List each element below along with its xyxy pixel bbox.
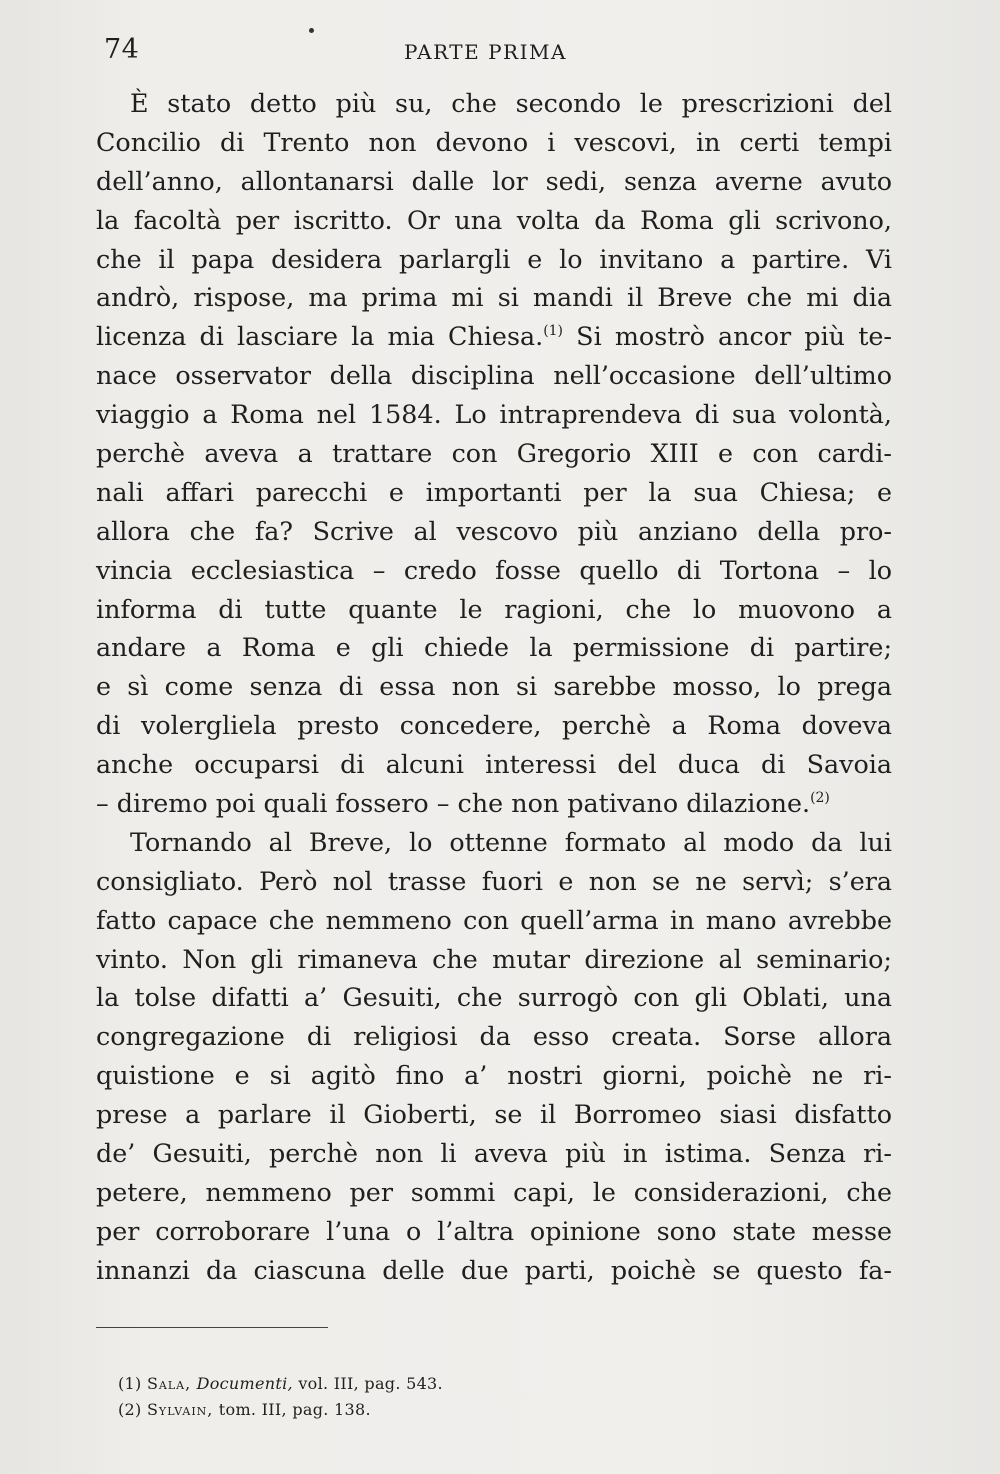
text-line: andrò, rispose, ma prima mi si mandi il Breve che mi dia bbox=[96, 282, 892, 313]
text-line: la tolse difatti a’ Gesuiti, che surrogò con gli Oblati, una bbox=[96, 982, 892, 1013]
text-line: petere, nemmeno per sommi capi, le considerazioni, che bbox=[96, 1176, 892, 1207]
footnote-reference: tom. III, pag. 138. bbox=[218, 1400, 371, 1419]
text-line: e sì come senza di essa non si sarebbe mosso, lo prega bbox=[96, 671, 892, 702]
text-line: Concilio di Trento non devono i vescovi, in certi tempi bbox=[96, 126, 892, 157]
text-line: vincia ecclesiastica – credo fosse quello di Tortona – lo bbox=[96, 554, 892, 585]
text-line: viaggio a Roma nel 1584. Lo intraprendeva di sua volontà, bbox=[96, 399, 892, 430]
text-line: fatto capace che nemmeno con quell’arma in mano avrebbe bbox=[96, 904, 892, 935]
footnote-mark: (1) bbox=[118, 1374, 142, 1393]
running-head: PARTE PRIMA bbox=[404, 40, 567, 64]
text-line: nace osservator della disciplina nell’occasione dell’ultimo bbox=[96, 360, 892, 391]
text-line: prese a parlare il Gioberti, se il Borromeo siasi disfatto bbox=[96, 1099, 892, 1130]
text-line: informa di tutte quante le ragioni, che lo muovono a bbox=[96, 593, 892, 624]
page-number: 74 bbox=[104, 34, 140, 65]
page-header bbox=[104, 34, 894, 74]
footnote-2 bbox=[118, 1397, 443, 1423]
footnote-ref-1[interactable]: (1) bbox=[543, 323, 564, 340]
print-speck bbox=[309, 28, 314, 33]
footnote-reference: vol. III, pag. 543. bbox=[298, 1374, 443, 1393]
text-line: di volergliela presto concedere, perchè a Roma doveva bbox=[96, 710, 892, 741]
footnote-mark: (2) bbox=[118, 1400, 142, 1419]
text-line-with-note bbox=[96, 317, 892, 356]
text-line: vinto. Non gli rimaneva che mutar direzione al seminario; bbox=[96, 943, 892, 974]
text-line: anche occuparsi di alcuni interessi del duca di Savoia bbox=[96, 749, 892, 780]
text-line: consigliato. Però nol trasse fuori e non se ne servì; s’era bbox=[96, 865, 892, 896]
text-segment: – diremo poi quali fossero – che non pativano dilazione. bbox=[96, 788, 811, 819]
text-line: Tornando al Breve, lo ottenne formato al modo da lui bbox=[130, 826, 892, 857]
text-segment: Si mostrò ancor più te- bbox=[563, 321, 892, 352]
text-line: quistione e si agitò fino a’ nostri giorni, poichè ne ri- bbox=[96, 1060, 892, 1091]
footnote-ref-2[interactable]: (2) bbox=[810, 790, 830, 807]
text-line: È stato detto più su, che secondo le prescrizioni del bbox=[130, 88, 892, 118]
text-line: congregazione di religiosi da esso creata. Sorse allora bbox=[96, 1021, 892, 1052]
footnote-author: Sala, bbox=[146, 1374, 192, 1393]
text-line: dell’anno, allontanarsi dalle lor sedi, senza averne avuto bbox=[96, 165, 892, 196]
text-line: andare a Roma e gli chiede la permissione di partire; bbox=[96, 632, 892, 663]
text-line: de’ Gesuiti, perchè non li aveva più in istima. Senza ri- bbox=[96, 1138, 892, 1169]
text-line: innanzi da ciascuna delle due parti, poichè se questo fa- bbox=[96, 1254, 892, 1285]
footnotes bbox=[118, 1371, 443, 1423]
text-line: la facoltà per iscritto. Or una volta da Roma gli scrivono, bbox=[96, 204, 892, 235]
footnote-author: Sylvain, bbox=[146, 1400, 214, 1419]
text-segment: licenza di lasciare la mia Chiesa. bbox=[96, 321, 544, 352]
text-line: perchè aveva a trattare con Gregorio XIII e con cardi- bbox=[96, 438, 892, 469]
text-line-with-note bbox=[96, 784, 892, 823]
body-text bbox=[96, 84, 892, 1290]
text-line: per corroborare l’una o l’altra opinione sono state messe bbox=[96, 1215, 892, 1246]
footnote-title: Documenti, bbox=[196, 1374, 293, 1393]
footnote-rule bbox=[96, 1327, 328, 1328]
text-line: allora che fa? Scrive al vescovo più anziano della pro- bbox=[96, 515, 892, 546]
text-line: nali affari parecchi e importanti per la sua Chiesa; e bbox=[96, 476, 892, 507]
text-line: che il papa desidera parlargli e lo invitano a partire. Vi bbox=[96, 243, 892, 274]
footnote-1 bbox=[118, 1371, 443, 1397]
